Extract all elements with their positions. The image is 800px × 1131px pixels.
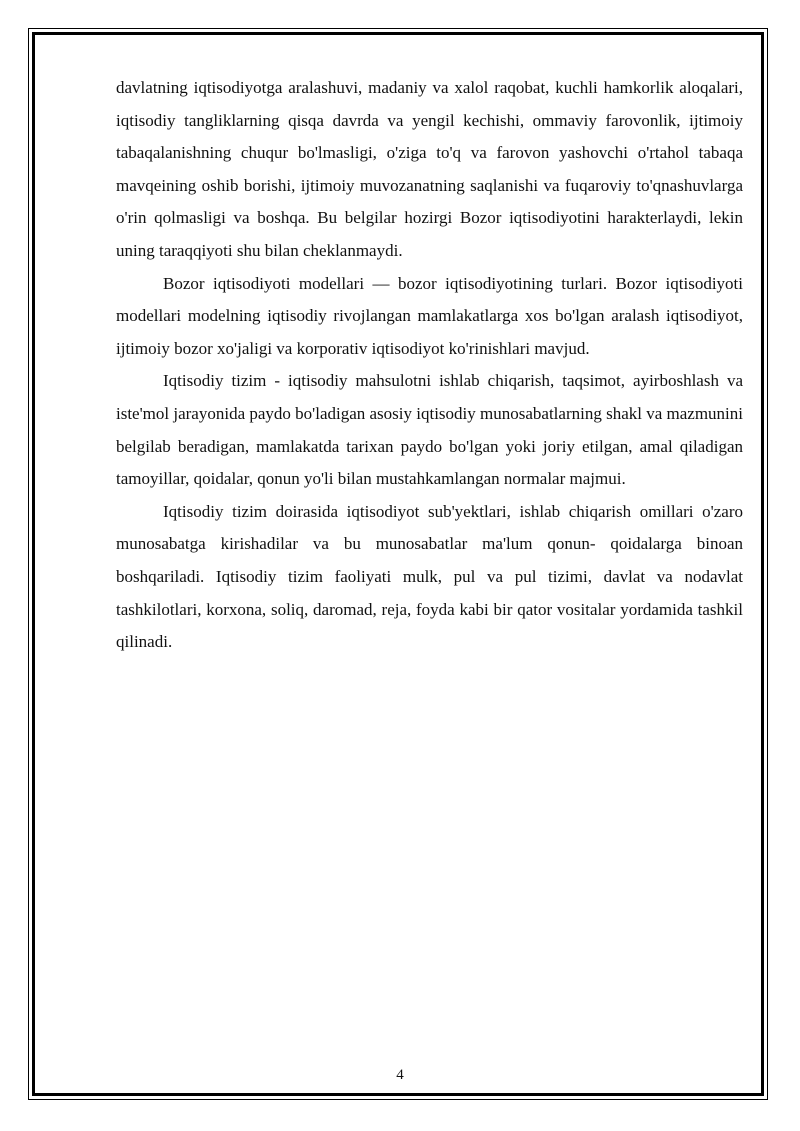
- page-number: 4: [396, 1067, 404, 1083]
- paragraph-market-economy-models: Bozor iqtisodiyoti modellari — bozor iqtisodiyotining turlari. Bozor iqtisodiyoti modellari modelning iqtisodiy rivojlangan mamlakatlarga xos bo'lgan aralash iqtisodiyot, ijtimoiy bozor xo'jaligi va korporativ iqtisodiyot ko'rinishlari mavjud.: [116, 273, 743, 358]
- paragraph-continued: davlatning iqtisodiyotga aralashuvi, madaniy va xalol raqobat, kuchli hamkorlik aloqalari, iqtisodiy tangliklarning qisqa davrda va yengil kechishi, ommaviy farovonlik, ijtimoiy tabaqalanishning chuqur bo'lmasligi, o'ziga to'q va farovon yashovchi o'rtahol tabaqa mavqeining oshib borishi, ijtimoiy muvozanatning saqlanishi va fuqaroviy to'qnashuvlarga o'rin qolmasligi va boshqa. Bu belgilar hozirgi Bozor iqtisodiyotini harakterlaydi, lekin uning taraqqiyoti shu bilan cheklanmaydi.: [116, 78, 743, 260]
- document-body: [116, 72, 743, 659]
- paragraph-economic-system-framework: Iqtisodiy tizim doirasida iqtisodiyot sub'yektlari, ishlab chiqarish omillari o'zaro munosabatga kirishadilar va bu munosabatlar ma'lum qonun- qoidalarga binoan boshqariladi. Iqtisodiy tizim faoliyati mulk, pul va pul tizimi, davlat va nodavlat tashkilotlari, korxona, soliq, daromad, reja, foyda kabi bir qator vositalar yordamida tashkil qilinadi.: [116, 501, 743, 652]
- paragraph-economic-system-definition: Iqtisodiy tizim - iqtisodiy mahsulotni ishlab chiqarish, taqsimot, ayirboshlash va iste'mol jarayonida paydo bo'ladigan asosiy iqtisodiy munosabatlarning shakl va mazmunini belgilab beradigan, mamlakatda tarixan paydo bo'lgan yoki joriy etilgan, amal qiladigan tamoyillar, qoidalar, qonun yo'li bilan mustahkamlangan normalar majmui.: [116, 371, 743, 489]
